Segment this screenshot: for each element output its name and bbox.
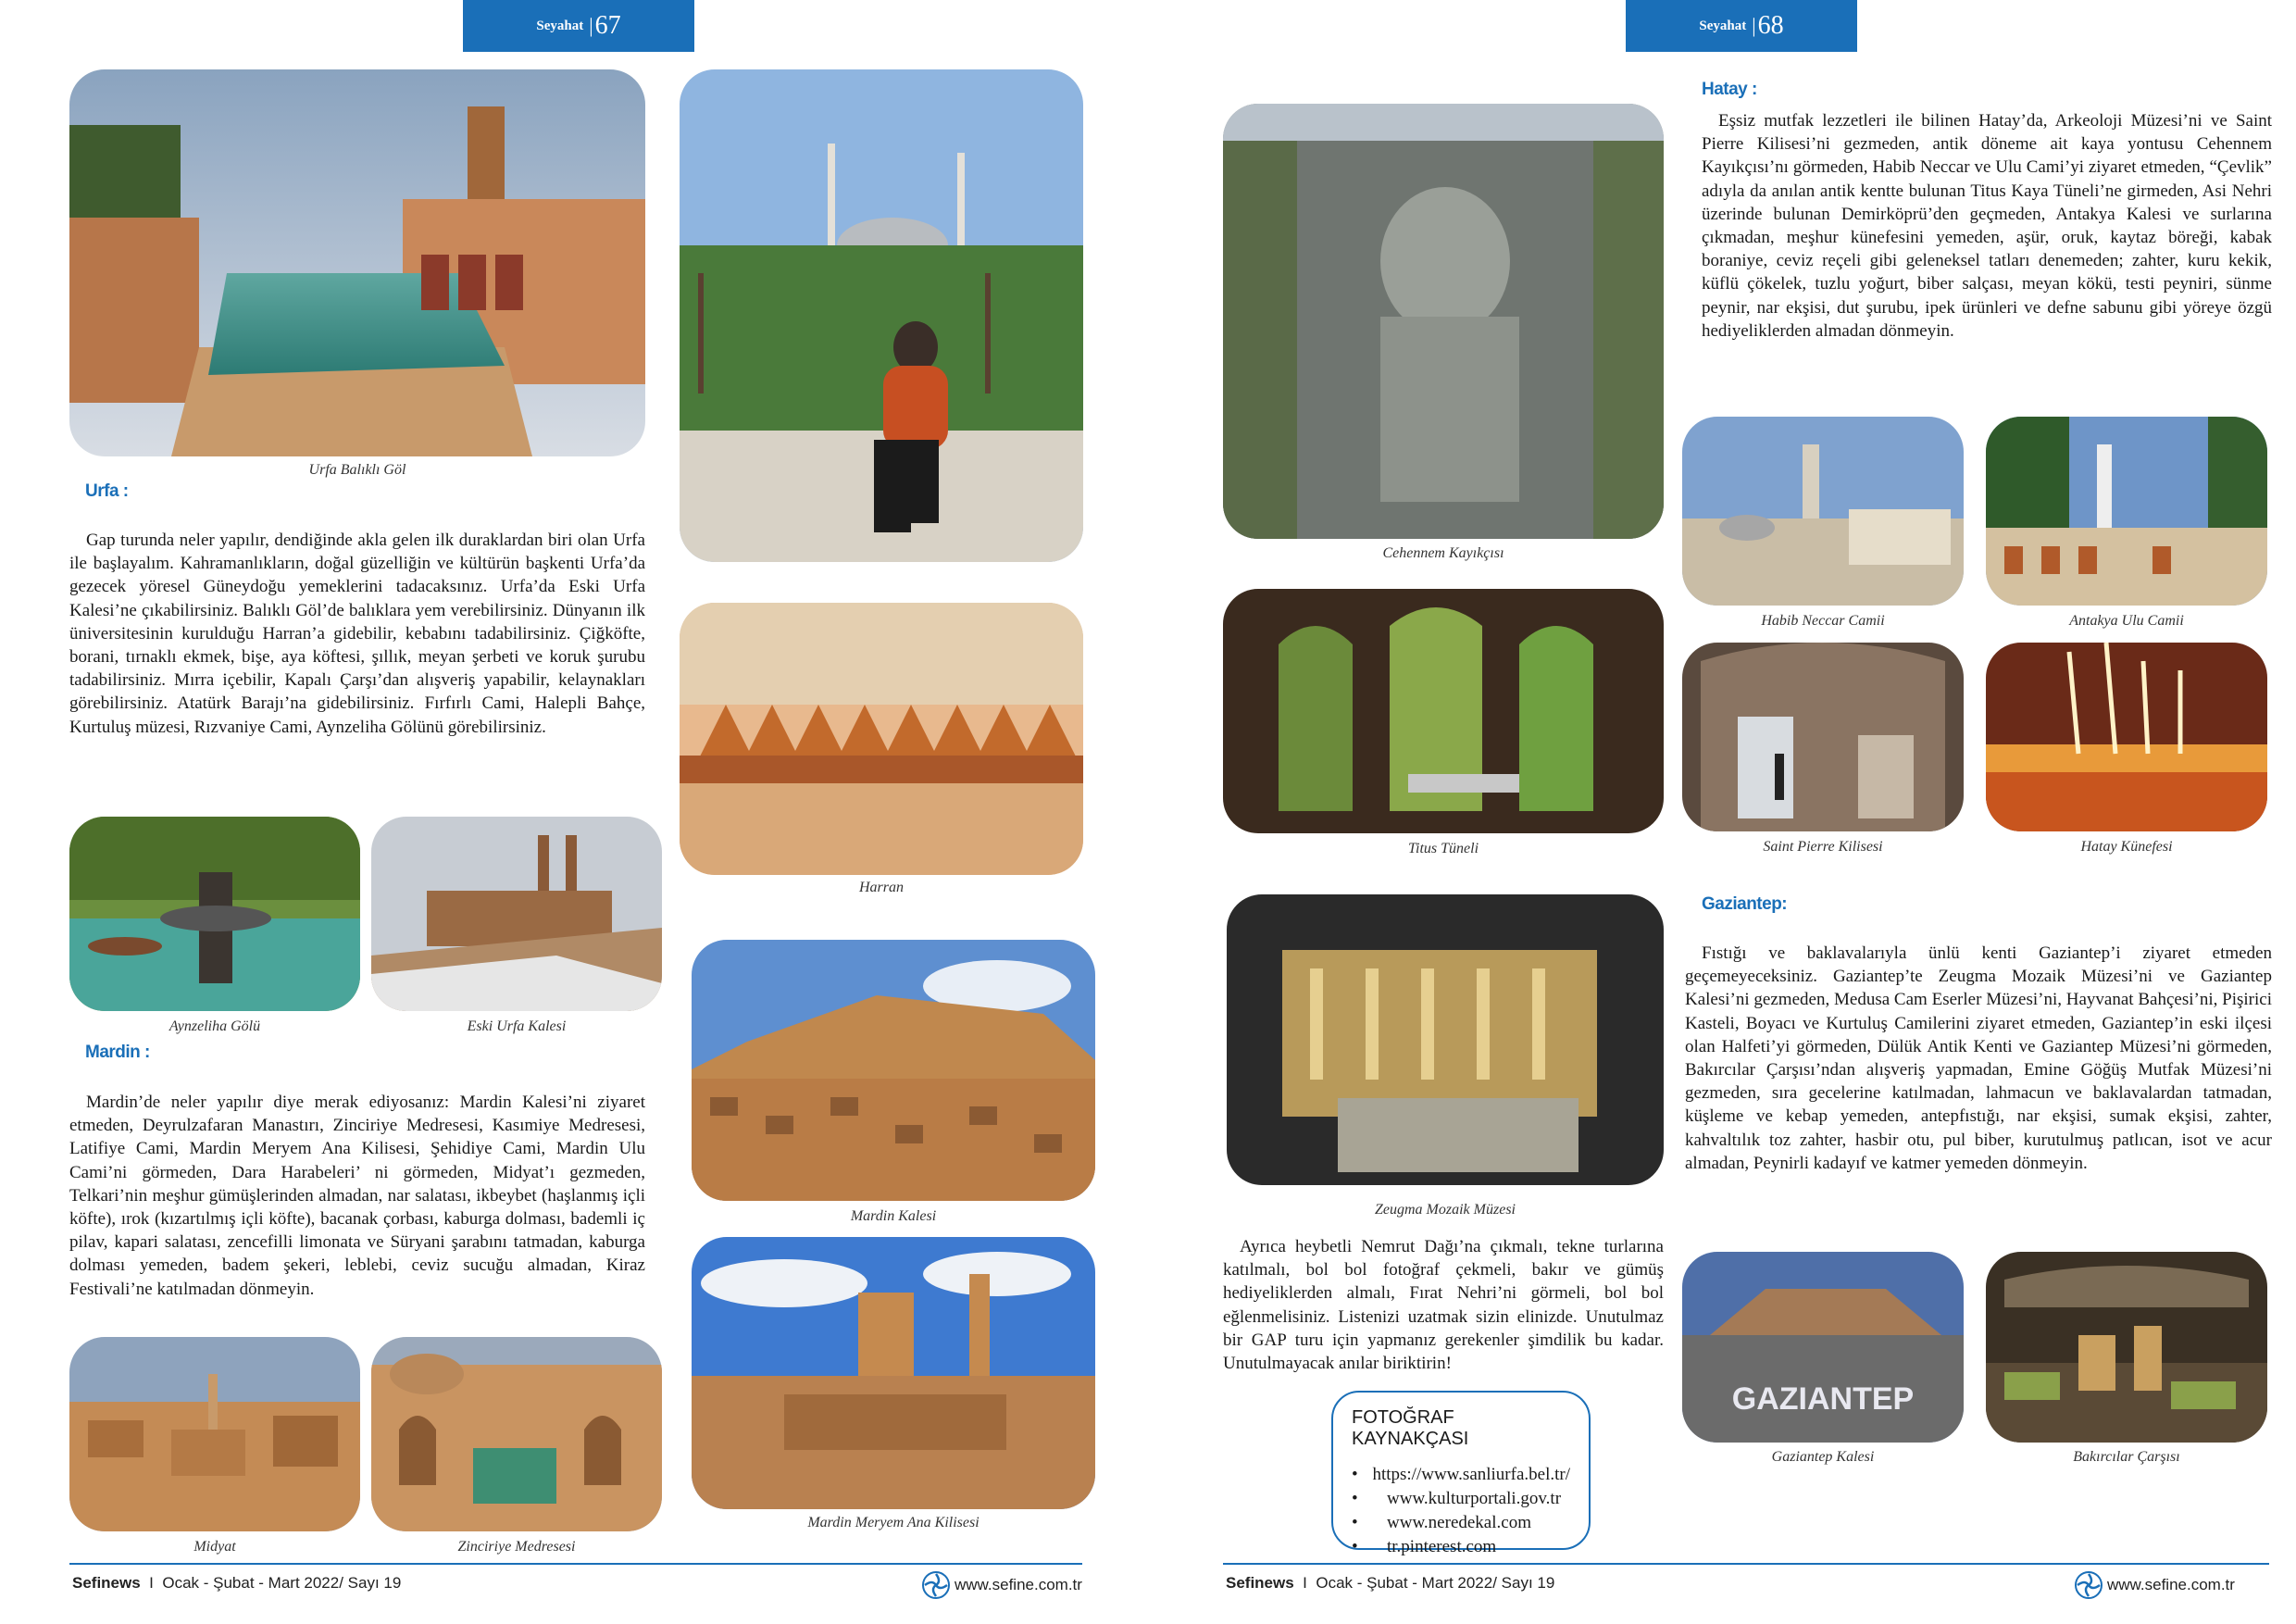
photo-eski-urfa-kalesi <box>371 817 662 1011</box>
caption-balikli-gol: Urfa Balıklı Göl <box>308 462 406 478</box>
photo-aynzeliha <box>69 817 360 1011</box>
source-item: • https://www.sanliurfa.bel.tr/ <box>1352 1463 1570 1487</box>
footer-magazine: Sefinews <box>1226 1574 1294 1592</box>
footer-issue-text: Ocak - Şubat - Mart 2022/ Sayı 19 <box>1316 1574 1555 1592</box>
website-link[interactable]: www.sefine.com.tr <box>2107 1576 2235 1593</box>
text-closing: Ayrıca heybetli Nemrut Dağı’na çıkmalı, tekne turlarına katılmalı, bol bol fotoğraf çekmeli, bakır ve gümüş hediyeliklerden almalı, Fırat Nehri’ni görmeli, bol bol eğlenmelisiniz. Listenizi uzatmak sizin elinizde. Unutulmaz bir GAP turu için yapmanız gerekenler şimdilik bu kadar. Unutulmayacak anılar biriktirin! <box>1223 1237 1664 1374</box>
caption-aynzeliha: Aynzeliha Gölü <box>168 1018 261 1034</box>
photo-urfa-visitor <box>680 69 1083 562</box>
photo-habib-neccar-camii <box>1682 417 1964 606</box>
caption-kunefe: Hatay Künefesi <box>2080 839 2173 855</box>
section-label: Seyahat <box>536 18 584 33</box>
heading-hatay: Hatay : <box>1702 80 1757 99</box>
caption-meryem-ana: Mardin Meryem Ana Kilisesi <box>807 1515 980 1530</box>
text-mardin: Mardin’de neler yapılır diye merak ediyosanız: Mardin Kalesi’ni ziyaret etmeden, Deyrulzafaran Manastırı, Zinciriye Medresesi, Kasımiye Medresesi, Latifiye Cami, Mardin Meryem Ana Kilisesi, Şehidiye Cami, Mardin Ulu Cami’ni görmeden, Dara Harabeleri’ ni görmeden, Midyat’ı gezmeden, Telkari’nin meşhur gümüşlerinden almadan, nar salatası, ikbeybet (haşlanmış içli köfte), ırok (kızartılmış içli köfte), bacanak çorbası, kaburga dolması, bademli iç pilav, kapari salatası, zencefilli limonata ve Süryani şarabını tatmadan, kaburga dolması yemeden, badem şekeri, leblebi, ceviz sucuğu almadan, Kiraz Festivali’ne katılmadan dönmeyin. <box>69 1093 645 1299</box>
footer-line <box>1223 1563 2269 1565</box>
page-header-tab <box>463 0 694 52</box>
gaziantep-sign-text: GAZIANTEP <box>1731 1381 1915 1417</box>
photo-sources-box <box>1331 1391 1591 1556</box>
footer-website[interactable] <box>2074 1570 2235 1600</box>
footer-issue <box>72 1574 401 1593</box>
header-separator: | <box>1752 14 1756 37</box>
caption-cehennem: Cehennem Kayıkçısı <box>1382 545 1504 561</box>
footer-issue <box>1226 1574 1554 1593</box>
sefine-logo-icon <box>921 1570 951 1600</box>
sources-title: FOTOĞRAF KAYNAKÇASI <box>1352 1407 1469 1449</box>
photo-saint-pierre-kilisesi <box>1682 643 1964 831</box>
photo-balikli-gol <box>69 69 645 456</box>
footer-separator: I <box>149 1574 154 1592</box>
sources-list <box>1352 1463 1570 1559</box>
caption-mardin-kalesi: Mardin Kalesi <box>850 1208 937 1224</box>
footer-separator: I <box>1303 1574 1307 1592</box>
footer-magazine: Sefinews <box>72 1574 141 1592</box>
page-header-tab <box>1626 0 1857 52</box>
photo-titus-tuneli <box>1223 589 1664 833</box>
footer-website[interactable] <box>921 1570 1082 1600</box>
page-number: 67 <box>594 11 621 40</box>
photo-bakircilar-carsisi <box>1986 1252 2267 1443</box>
source-item: • www.kulturportali.gov.tr <box>1352 1487 1570 1511</box>
photo-harran <box>680 603 1083 875</box>
heading-gaziantep: Gaziantep: <box>1702 894 1788 914</box>
source-link[interactable]: www.neredekal.com <box>1387 1513 1531 1532</box>
photo-midyat <box>69 1337 360 1531</box>
source-link[interactable]: www.kulturportali.gov.tr <box>1387 1489 1562 1508</box>
caption-antakya-ulu: Antakya Ulu Camii <box>2069 613 2184 629</box>
photo-hatay-kunefesi <box>1986 643 2267 831</box>
caption-zinciriye: Zinciriye Medresesi <box>457 1539 576 1555</box>
caption-gaziantep-kalesi: Gaziantep Kalesi <box>1771 1449 1875 1465</box>
photo-meryem-ana-kilisesi <box>692 1237 1095 1509</box>
caption-titus: Titus Tüneli <box>1407 841 1479 856</box>
heading-mardin: Mardin : <box>85 1043 150 1062</box>
source-item: • www.neredekal.com <box>1352 1511 1570 1535</box>
header-separator: | <box>589 14 593 37</box>
footer-line <box>69 1563 1082 1565</box>
section-label: Seyahat <box>1699 18 1747 33</box>
photo-gaziantep-kalesi <box>1682 1252 1964 1443</box>
source-link[interactable]: tr.pinterest.com <box>1387 1537 1497 1556</box>
footer-issue-text: Ocak - Şubat - Mart 2022/ Sayı 19 <box>162 1574 402 1592</box>
caption-midyat: Midyat <box>193 1539 236 1555</box>
right-page <box>1148 0 2296 1624</box>
photo-antakya-ulu-camii <box>1986 417 2267 606</box>
text-hatay: Eşsiz mutfak lezzetleri ile bilinen Hatay’da, Arkeoloji Müzesi’ni ve Saint Pierre Kilisesi’ni gezmeden, antik döneme ait kaya yontusu Cehennem Kayıkçısı’nı görmeden, Habib Neccar ve Ulu Cami’yi ziyaret etmeden, “Çevlik” adıyla da anılan antik kentte bulunan Titus Kaya Tüneli’ne girmeden, Asi Nehri üzerinde bulunan Demirköprü’den geçmeden, Antakya Kalesi ve surlarına çıkmadan, meşhur künefesini yemeden, aşür, oruk, kaytaz böreği, kabak boraniye, ceviz reçeli gibi geleneksel tatları denemeden; zahter, kuru kekik, küflü çökelek, tuzlu yoğurt, biber salçası, meyan kökü, testi peyniri, sünme peynir, nar ekşisi, dut şurubu, ipek ürünleri ve defne sabunu gibi yöreye özgü hediyeliklerden almadan dönmeyin. <box>1702 111 2272 341</box>
photo-mardin-kalesi <box>692 940 1095 1201</box>
caption-harran: Harran <box>858 880 904 895</box>
page-number: 68 <box>1757 11 1784 40</box>
heading-urfa: Urfa : <box>85 481 129 501</box>
photo-zinciriye-medresesi <box>371 1337 662 1531</box>
caption-bakircilar: Bakırcılar Çarşısı <box>2073 1449 2180 1465</box>
photo-cehennem-kayikcisi <box>1223 104 1664 539</box>
text-urfa: Gap turunda neler yapılır, dendiğinde akla gelen ilk duraklardan biri olan Urfa ile başlayalım. Kahramanlıkların, doğal güzelliğin ve kültürün başkenti Urfa’da gezecek yöresel Güneydoğu yemeklerini tadacaksınız. Urfa’da Eski Urfa Kalesi’ne çıkabilirsiniz. Balıklı Göl’de balıklara yem verebilirsiniz. Dünyanın ilk üniversitesinin kurulduğu Harran’a gidebilir, kebabını tadabilirsiniz. Çiğköfte, borani, tırnaklı ekmek, bişe, aya köftesi, şıllık, meyan şerbeti ve koruk şurubu tadabilirsiniz. Mırra içebilir, Kapalı Çarşı’dan alışveriş yapabilir, kelaynakları görebilirsiniz. Atatürk Barajı’na gidebilirsiniz. Fırfırlı Cami, Halepli Bahçe, Kurtuluş müzesi, Rızvaniye Cami, Aynzeliha Gölünü görebilirsiniz. <box>69 531 645 737</box>
caption-zeugma: Zeugma Mozaik Müzesi <box>1375 1202 1516 1218</box>
text-gaziantep: Fıstığı ve baklavalarıyla ünlü kenti Gaziantep’i ziyaret etmeden geçemeyeceksiniz. Gaziantep’te Zeugma Mozaik Müzesi’ni ve Gaziantep Kalesi’ni gezmeden, Medusa Cam Eserler Müzesi’ni, Hayvanat Bahçesi’ni, Pişirici Kasteli, Boyacı ve Kurtuluş Camilerini ziyaret etmeden, Gaziantep’in eski ilçesi olan Halfeti’yi görmeden, Dülük Antik Kenti ve Gaziantep Müzesi’ni görmeden, Bakırcılar Çarşısı’ndan alışveriş yapmadan, Emine Göğüş Mutfak Müzesi’ni gezmeden, sıra gecelerine katılmadan, lahmacun ve baklavalardan tatmadan, küşleme ve kebap yemeden, antepfıstığı, nar ekşisi, sumak ekşisi, zahter, kahvaltılık toz zahter, hasbir otu, pul biber, kurutulmuş patlıcan, isot ve acur almadan, Peynirli kadayıf ve katmer yemeden dönmeyin. <box>1685 943 2272 1173</box>
caption-saint-pierre: Saint Pierre Kilisesi <box>1763 839 1883 855</box>
source-item: • tr.pinterest.com <box>1352 1535 1570 1559</box>
caption-habib-neccar: Habib Neccar Camii <box>1761 613 1885 629</box>
source-link[interactable]: https://www.sanliurfa.bel.tr/ <box>1372 1465 1570 1484</box>
photo-zeugma-mozaik-muzesi <box>1227 894 1664 1185</box>
website-link[interactable]: www.sefine.com.tr <box>955 1576 1082 1593</box>
sefine-logo-icon <box>2074 1570 2103 1600</box>
caption-eski-urfa-kalesi: Eski Urfa Kalesi <box>467 1018 567 1034</box>
